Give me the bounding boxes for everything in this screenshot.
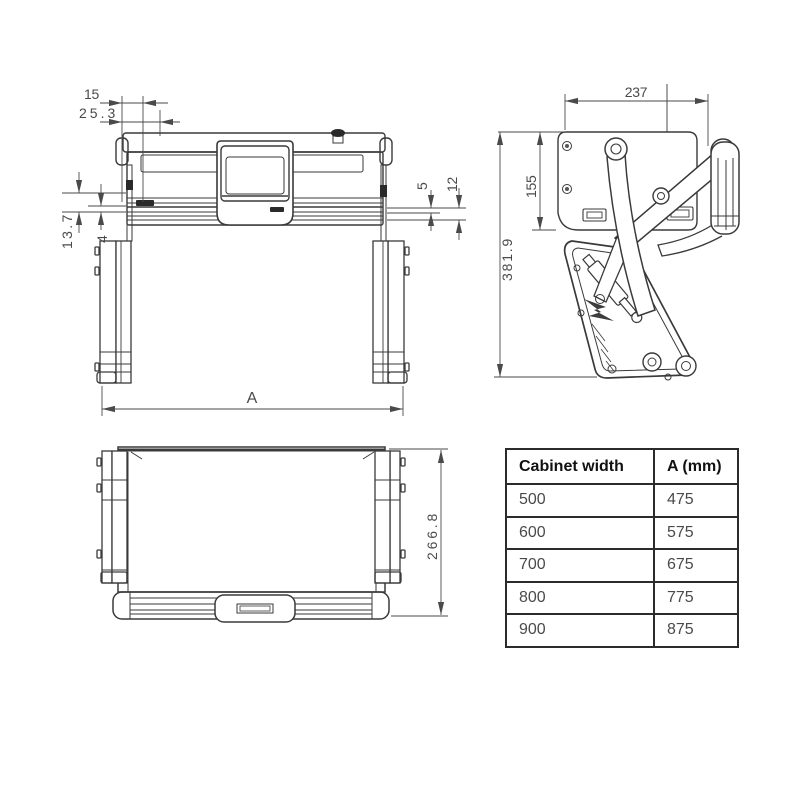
cell-cabinet-width: 600 [506,517,654,550]
dim-label-25-3: 25.3 [79,105,115,121]
front-view [59,86,466,416]
dim-label-266-8: 266.8 [424,514,440,560]
table-row [506,549,738,582]
brand-mark-handle [270,207,284,212]
col-header-cabinet-width: Cabinet width [506,449,654,484]
dim-label-4: 4 [94,235,110,243]
dim-label-381-9: 381.9 [499,239,515,281]
table-header-row [506,449,738,484]
table-row [506,614,738,647]
adjustment-knob [331,129,345,143]
table-row [506,517,738,550]
cell-cabinet-width: 500 [506,484,654,517]
dim-label-A: A [246,390,258,407]
left-slide-unit-top [97,451,127,583]
cell-a-value: 875 [654,614,738,647]
rail-handle [215,595,295,622]
dim-label-15: 15 [84,86,99,102]
size-table [505,448,739,648]
side-view [494,84,739,380]
right-slide-unit-top [375,451,405,583]
dim-label-237: 237 [624,84,648,100]
dim-label-13-7: 13.7 [59,215,75,249]
cell-cabinet-width: 800 [506,582,654,615]
dim-cabinet-width-A [102,386,403,416]
dim-155 [523,132,556,230]
dim-label-155: 155 [523,175,539,198]
arm-pivot [653,188,669,204]
table-row [506,582,738,615]
cell-a-value: 575 [654,517,738,550]
cell-a-value: 675 [654,549,738,582]
top-view [97,447,448,622]
cell-a-value: 475 [654,484,738,517]
tray-frame [118,447,385,592]
cabinet-width-table [505,448,739,648]
dim-25-3 [79,105,180,136]
cell-cabinet-width: 900 [506,614,654,647]
front-rail [113,592,389,622]
table-row [506,484,738,517]
dim-label-5: 5 [414,182,430,190]
handle-grip [217,141,293,225]
right-slide-unit [373,241,409,383]
col-header-a-mm: A (mm) [654,449,738,484]
left-slide-unit [95,241,131,383]
dim-13-7 [59,172,126,249]
cell-a-value: 775 [654,582,738,615]
door-bracket [711,139,739,234]
dim-label-12: 12 [444,177,460,192]
cell-cabinet-width: 700 [506,549,654,582]
brand-mark-left [136,200,154,206]
